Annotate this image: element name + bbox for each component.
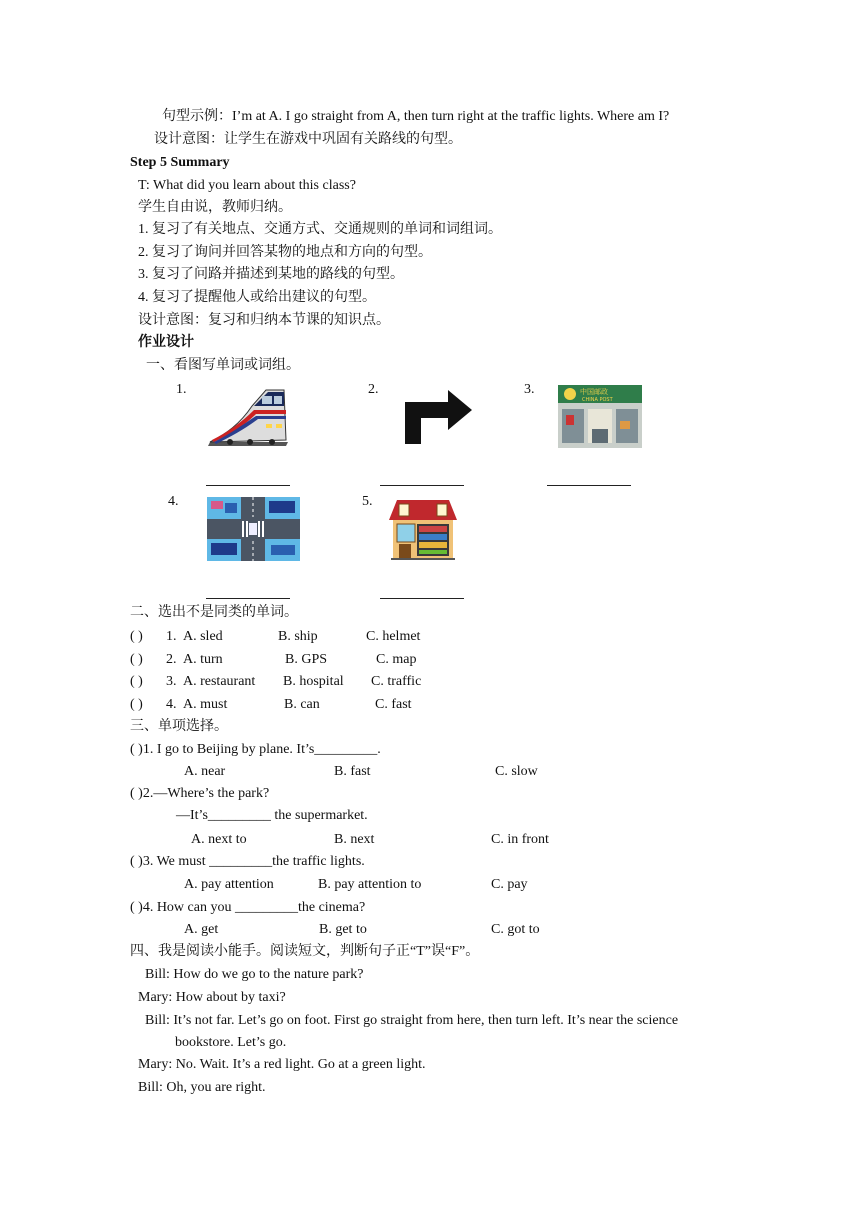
- option-b: B. hospital: [283, 674, 344, 689]
- option-a: A. turn: [183, 652, 223, 667]
- picture-number: 2.: [368, 382, 379, 397]
- picture-number: 1.: [176, 382, 187, 397]
- crossroads-picture: [207, 497, 300, 561]
- summary-point: 3. 复习了问路并描述到某地的路线的句型。: [138, 267, 404, 282]
- part4-title: 四、我是阅读小能手。阅读短文，判断句子正“T”误“F”。: [130, 944, 480, 959]
- option-c: C. traffic: [371, 674, 422, 689]
- picture-number: 3.: [524, 382, 535, 397]
- option-a: A. near: [184, 764, 226, 779]
- picture-number: 5.: [362, 494, 373, 509]
- shop-building-picture: [389, 498, 457, 560]
- dialogue-line: Mary: No. Wait. It’s a red light. Go at a green light.: [138, 1057, 426, 1072]
- option-a: A. sled: [183, 629, 223, 644]
- china-post-logo-en: CHINA POST: [582, 397, 613, 403]
- turn-right-arrow: [402, 386, 474, 446]
- train-picture: [206, 384, 290, 448]
- dialogue-line: Mary: How about by taxi?: [138, 990, 286, 1005]
- option-c: C. helmet: [366, 629, 421, 644]
- design-intent-1: 设计意图：让学生在游戏中巩固有关路线的句型。: [154, 132, 462, 147]
- summary-point: 1. 复习了有关地点、交通方式、交通规则的单词和词组词。: [138, 222, 502, 237]
- answer-blank[interactable]: [380, 598, 464, 599]
- answer-bracket[interactable]: ( ): [130, 652, 143, 667]
- china-post-photo: [558, 385, 642, 448]
- answer-bracket[interactable]: ( ): [130, 629, 143, 644]
- question-number: 4.: [166, 697, 177, 712]
- china-post-logo-text: 中国邮政: [580, 388, 608, 396]
- option-b: B. pay attention to: [318, 877, 422, 892]
- step5-heading: Step 5 Summary: [130, 155, 230, 170]
- option-b: B. GPS: [285, 652, 328, 667]
- answer-bracket[interactable]: ( ): [130, 674, 143, 689]
- step5-question: T: What did you learn about this class?: [138, 178, 356, 193]
- part2-title: 二、选出不是同类的单词。: [130, 605, 298, 620]
- question-stem: ( )2.—Where’s the park?: [130, 786, 270, 801]
- homework-heading: 作业设计: [138, 335, 194, 350]
- option-c: C. map: [376, 652, 417, 667]
- question-stem: ( )4. How can you _________the cinema?: [130, 900, 366, 915]
- option-b: B. fast: [334, 764, 371, 779]
- question-stem: ( )3. We must _________the traffic lights.: [130, 854, 365, 869]
- option-c: C. fast: [375, 697, 412, 712]
- dialogue-line: Bill: How do we go to the nature park?: [145, 967, 364, 982]
- option-a: A. pay attention: [184, 877, 274, 892]
- option-c: C. in front: [491, 832, 549, 847]
- question-number: 2.: [166, 652, 177, 667]
- option-c: C. slow: [495, 764, 538, 779]
- option-c: C. got to: [491, 922, 540, 937]
- answer-blank[interactable]: [380, 485, 464, 486]
- option-c: C. pay: [491, 877, 528, 892]
- step5-note: 学生自由说，教师归纳。: [138, 200, 292, 215]
- part1-title: 一、看图写单词或词组。: [146, 358, 300, 373]
- part3-title: 三、单项选择。: [130, 719, 228, 734]
- answer-blank[interactable]: [206, 598, 290, 599]
- answer-blank[interactable]: [547, 485, 631, 486]
- design-intent-2: 设计意图：复习和归纳本节课的知识点。: [138, 313, 390, 328]
- question-number: 3.: [166, 674, 177, 689]
- option-b: B. can: [284, 697, 320, 712]
- option-b: B. ship: [278, 629, 318, 644]
- example-sentence: 句型示例：I’m at A. I go straight from A, then turn right at the traffic lights. Where am I?: [162, 109, 670, 124]
- answer-blank[interactable]: [206, 485, 290, 486]
- question-number: 1.: [166, 629, 177, 644]
- summary-point: 2. 复习了询问并回答某物的地点和方向的句型。: [138, 245, 432, 260]
- dialogue-line: Bill: Oh, you are right.: [138, 1080, 266, 1095]
- dialogue-line: Bill: It’s not far. Let’s go on foot. First go straight from here, then turn left. It’s near the science: [145, 1013, 679, 1028]
- option-b: B. get to: [319, 922, 367, 937]
- dialogue-line: bookstore. Let’s go.: [175, 1035, 287, 1050]
- option-a: A. must: [183, 697, 228, 712]
- question-stem-line2: —It’s_________ the supermarket.: [176, 808, 368, 823]
- option-a: A. get: [184, 922, 219, 937]
- option-b: B. next: [334, 832, 375, 847]
- answer-bracket[interactable]: ( ): [130, 697, 143, 712]
- summary-point: 4. 复习了提醒他人或给出建议的句型。: [138, 290, 376, 305]
- option-a: A. next to: [191, 832, 247, 847]
- option-a: A. restaurant: [183, 674, 256, 689]
- question-stem: ( )1. I go to Beijing by plane. It’s_________.: [130, 742, 381, 757]
- picture-number: 4.: [168, 494, 179, 509]
